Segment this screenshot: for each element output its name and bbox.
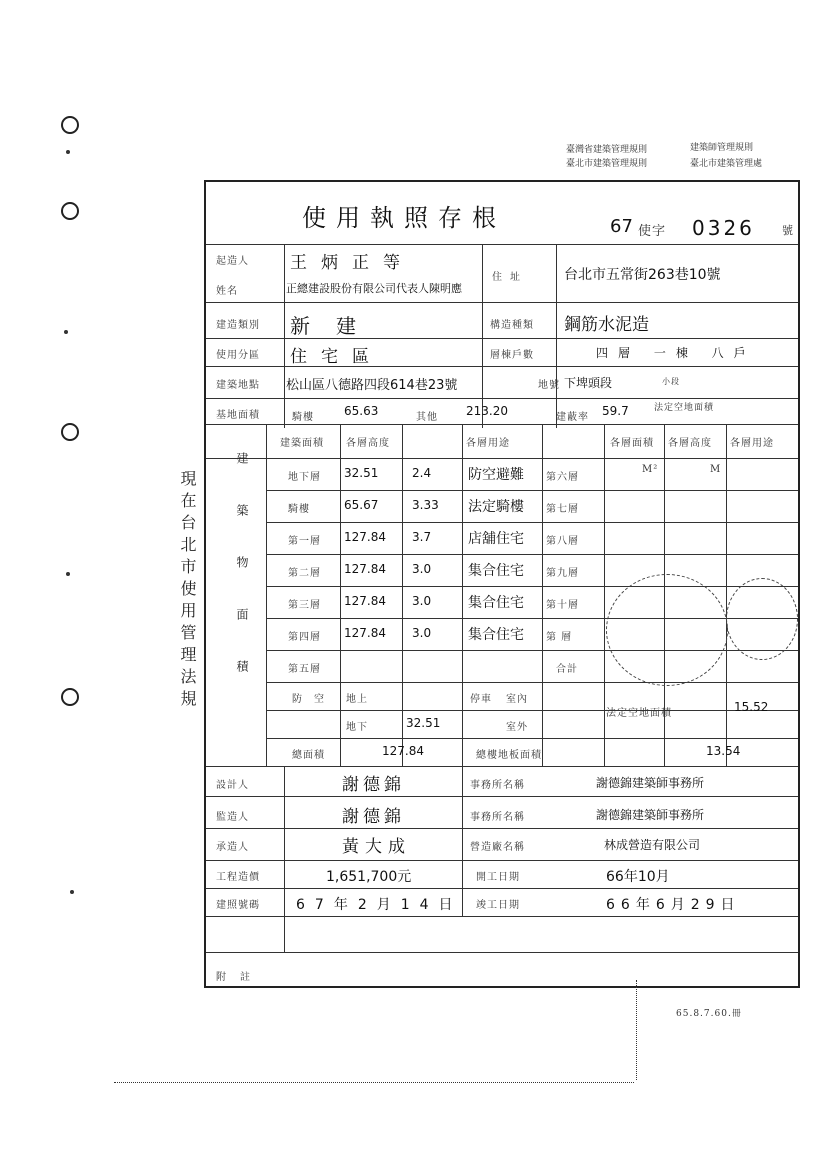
col-divider: [284, 244, 285, 428]
zone-label: 使用分區: [216, 350, 260, 361]
row-divider: [266, 682, 798, 683]
mass-value: 13.54: [706, 744, 741, 758]
speck-icon: [66, 150, 70, 154]
contractor-company: 林成營造有限公司: [604, 838, 701, 852]
floor-use: 店舖住宅: [468, 531, 524, 547]
row-divider: [206, 828, 798, 829]
floor-header-area: 建築面積: [280, 438, 324, 449]
row-divider: [206, 916, 798, 917]
location-label: 建築地點: [216, 380, 260, 391]
supervisor-office: 謝德錦建築師事務所: [596, 808, 705, 822]
area-a-label: 騎樓: [292, 412, 314, 423]
units-label: 層棟戶數: [490, 350, 534, 361]
owner-name-label: 姓名: [216, 286, 238, 297]
right-edge-mark: [636, 980, 637, 1080]
floor-right-name: 合計: [556, 664, 578, 675]
floor-height: 3.33: [412, 498, 439, 512]
owner-label: 起造人: [216, 256, 249, 267]
row-divider: [206, 766, 798, 767]
header-stamp-line: 臺灣省建築管理規則: [566, 145, 648, 155]
approval-seal-icon: [606, 574, 728, 686]
floor-right-name: 第十層: [546, 600, 579, 611]
margin-note: 現在台北市使用管理法規: [178, 470, 197, 712]
legal-parking-label: 法定空地面積: [606, 708, 672, 719]
col-divider: [402, 424, 403, 766]
col-divider: [726, 424, 727, 766]
floor-right-name: 第六層: [546, 472, 579, 483]
cost-label: 工程造價: [216, 872, 260, 883]
contractor-company-label: 營造廠名稱: [470, 842, 525, 853]
floor-area: 65.67: [344, 498, 379, 512]
shelter-down: 地下: [346, 722, 368, 733]
finish-label: 竣工日期: [476, 900, 520, 911]
header-stamp-line: 臺北市建築管理規則: [566, 159, 648, 169]
unit-m2: M²: [642, 464, 659, 475]
punch-hole-icon: [61, 688, 79, 706]
owner-name: 王炳正等: [290, 253, 414, 273]
floor-right-name: 第八層: [546, 536, 579, 547]
designer-office-label: 事務所名稱: [470, 780, 525, 791]
floor-area: 127.84: [344, 530, 386, 544]
area-b-value: 213.20: [466, 404, 508, 418]
lot-value: 下埤頭段: [564, 376, 613, 390]
start-label: 開工日期: [476, 872, 520, 883]
serial-year: 67: [610, 216, 633, 237]
area-c-value: 59.7: [602, 404, 629, 418]
area-c-label: 建蔽率: [556, 412, 589, 423]
header-stamp-line: 建築師管理規則: [690, 143, 754, 153]
floor-area: 32.51: [344, 466, 379, 480]
area-b-label: 其他: [416, 412, 438, 423]
total-value: 127.84: [382, 744, 424, 758]
col-divider: [482, 244, 483, 428]
floor-header-area-right: 各層面積: [610, 438, 654, 449]
bottom-rule: [114, 1082, 634, 1083]
col-divider: [604, 424, 605, 766]
designer-label: 設計人: [216, 780, 249, 791]
floor-name: 第四層: [288, 632, 321, 643]
col-divider: [462, 424, 463, 766]
row-divider: [266, 586, 798, 587]
area-a-value: 65.63: [344, 404, 379, 418]
finish-value: 66年6月29日: [606, 897, 741, 913]
zone-value: 住宅區: [290, 347, 383, 367]
total-label: 總面積: [292, 750, 325, 761]
row-divider: [266, 710, 798, 711]
floor-height: 3.7: [412, 530, 432, 544]
floor-right-name: 第九層: [546, 568, 579, 579]
floor-header-height: 各層高度: [346, 438, 390, 449]
floor-name: 第二層: [288, 568, 321, 579]
parking-out: 室外: [506, 722, 528, 733]
start-value: 66年10月: [606, 869, 670, 885]
permit-label: 建照號碼: [216, 900, 260, 911]
shelter-up: 地上: [346, 694, 368, 705]
col-divider: [340, 424, 341, 766]
owner-address: 台北市五常街263巷10號: [564, 267, 721, 283]
floor-name: 第五層: [288, 664, 321, 675]
floor-header-height-right: 各層高度: [668, 438, 712, 449]
designer-name: 謝德錦: [342, 775, 405, 795]
contractor-label: 承造人: [216, 842, 249, 853]
row-divider: [266, 522, 798, 523]
speck-icon: [70, 890, 74, 894]
floor-header-use-right: 各層用途: [730, 438, 774, 449]
form-code: 65.8.7.60.冊: [676, 1009, 742, 1019]
supervisor-name: 謝德錦: [342, 807, 405, 827]
col-divider: [266, 424, 267, 766]
floor-name: 騎樓: [288, 504, 310, 515]
designer-office: 謝德錦建築師事務所: [596, 776, 705, 790]
floor-height: 2.4: [412, 466, 432, 480]
legal-parking-value: 15.52: [734, 700, 769, 714]
punch-hole-icon: [61, 116, 79, 134]
serial-suffix: 號: [782, 224, 794, 237]
parking-in: 室內: [506, 694, 528, 705]
area-label: 基地面積: [216, 410, 260, 421]
punch-hole-icon: [61, 423, 79, 441]
parking-label: 停車: [470, 694, 492, 705]
row-divider: [206, 796, 798, 797]
floor-height: 3.0: [412, 594, 432, 608]
row-divider: [266, 554, 798, 555]
supervisor-office-label: 事務所名稱: [470, 812, 525, 823]
floor-name: 第三層: [288, 600, 321, 611]
row-divider: [206, 398, 798, 399]
permit-value: 67年2月14日: [296, 897, 463, 913]
row-divider: [206, 888, 798, 889]
row-divider: [206, 860, 798, 861]
row-divider: [266, 738, 798, 739]
row-divider: [206, 952, 798, 953]
serial-number: 0326: [692, 216, 755, 240]
type-value: 新建: [290, 314, 382, 338]
floor-right-name: 第 層: [546, 632, 573, 643]
permit-form: [204, 180, 800, 988]
form-title: 使用執照存根: [302, 204, 506, 232]
col-divider: [542, 424, 543, 766]
row-divider: [206, 424, 798, 425]
floor-use: 集合住宅: [468, 595, 524, 611]
address-label: 住址: [492, 272, 528, 283]
floor-section-label: 建築物面積: [235, 452, 249, 712]
header-stamp-line: 臺北市建築管理處: [690, 159, 763, 169]
floor-height: 3.0: [412, 626, 432, 640]
row-divider: [206, 458, 798, 459]
mass-label: 總樓地板面積: [476, 750, 542, 761]
floor-area: 127.84: [344, 626, 386, 640]
structure-value: 鋼筋水泥造: [564, 315, 649, 335]
location-value: 松山區八德路四段614巷23號: [286, 378, 458, 393]
floor-area: 127.84: [344, 562, 386, 576]
row-divider: [206, 244, 798, 245]
floor-use: 集合住宅: [468, 627, 524, 643]
floor-use: 集合住宅: [468, 563, 524, 579]
approval-seal-icon: [726, 578, 798, 660]
floor-use: 防空避難: [468, 467, 524, 483]
contractor-name: 黃大成: [342, 837, 411, 857]
legal-open-label: 法定空地面積: [654, 403, 715, 413]
supervisor-label: 監造人: [216, 812, 249, 823]
floor-area: 127.84: [344, 594, 386, 608]
floor-name: 地下層: [288, 472, 321, 483]
row-divider: [206, 302, 798, 303]
lot-label: 地號: [538, 380, 560, 391]
col-divider: [556, 244, 557, 428]
floor-right-name: 第七層: [546, 504, 579, 515]
unit-m: M: [710, 464, 722, 475]
col-divider: [284, 766, 285, 952]
floor-use: 法定騎樓: [468, 499, 524, 515]
shelter-label: 防空: [292, 694, 336, 705]
owner-company: 正總建設股份有限公司代表人陳明應: [286, 282, 462, 295]
serial-prefix: 使字: [638, 224, 667, 239]
cost-value: 1,651,700元: [326, 869, 412, 885]
units-value: 四層 一棟 八戶: [596, 346, 756, 360]
speck-icon: [64, 330, 68, 334]
floor-height: 3.0: [412, 562, 432, 576]
row-divider: [266, 490, 798, 491]
lot-detail: 小段: [662, 377, 680, 386]
speck-icon: [66, 572, 70, 576]
floor-header-use: 各層用途: [466, 438, 510, 449]
floor-name: 第一層: [288, 536, 321, 547]
structure-label: 構造種類: [490, 320, 534, 331]
punch-hole-icon: [61, 202, 79, 220]
type-label: 建造類別: [216, 320, 260, 331]
shelter-value: 32.51: [406, 716, 441, 730]
remarks-label: 附註: [216, 972, 264, 983]
